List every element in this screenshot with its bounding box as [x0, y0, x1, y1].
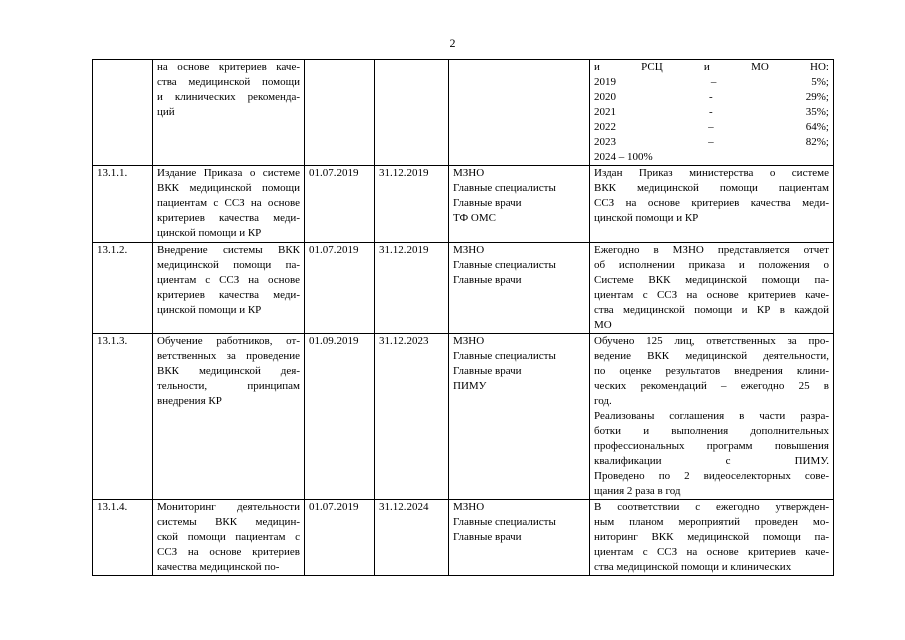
- result-cell-line: ведение ВКК медицинской деятельности,: [594, 350, 829, 362]
- result-cell-line: МО: [594, 319, 612, 331]
- responsible-cell: [449, 243, 590, 334]
- result-cell-line: 2022 – 64%;: [594, 121, 829, 133]
- responsible-cell-line: Главные специалисты: [453, 350, 556, 362]
- responsible-cell-line: МЗНО: [453, 167, 485, 179]
- item-number-cell: [93, 60, 153, 166]
- result-cell-line: профессиональных программ повышения: [594, 440, 829, 452]
- task-cell-line: ВКК медицинской помощи: [157, 182, 300, 194]
- result-cell: [590, 334, 834, 500]
- table-row: [93, 166, 834, 243]
- responsible-cell-line: МЗНО: [453, 501, 485, 513]
- result-cell-line: ССЗ на основе критериев качества меди-: [594, 197, 829, 209]
- task-cell-line: внедрения КР: [157, 395, 222, 407]
- result-cell-line: ниторинг ВКК медицинской помощи па-: [594, 531, 829, 543]
- result-cell: [590, 60, 834, 166]
- responsible-cell-line: МЗНО: [453, 244, 485, 256]
- result-cell-line: 2021 - 35%;: [594, 106, 829, 118]
- start-date-cell: 01.07.2019: [305, 166, 375, 243]
- responsible-cell: [449, 60, 590, 166]
- task-cell-line: цинской помощи и КР: [157, 227, 262, 239]
- task-cell-line: Внедрение системы ВКК: [157, 244, 300, 256]
- result-cell-line: ботки и выполнения дополнительных: [594, 425, 829, 437]
- result-cell-line: В соответствии с ежегодно утвержден-: [594, 501, 829, 513]
- result-cell-line: по оценке результатов внедрения клини-: [594, 365, 829, 377]
- result-cell-line: Реализованы соглашения в части разра-: [594, 410, 829, 422]
- page-number: 2: [449, 36, 456, 50]
- result-cell-line: Обучено 125 лиц, ответственных за про-: [594, 335, 829, 347]
- table-row: [93, 243, 834, 334]
- table-row: [93, 334, 834, 500]
- end-date-cell: 31.12.2023: [375, 334, 449, 500]
- table-row: [93, 500, 834, 576]
- responsible-cell-line: Главные врачи: [453, 531, 522, 543]
- result-cell-line: ным планом мероприятий проведен мо-: [594, 516, 829, 528]
- responsible-cell: [449, 500, 590, 576]
- task-cell-line: пациентам с ССЗ на основе: [157, 197, 300, 209]
- responsible-cell: [449, 166, 590, 243]
- item-number-cell: 13.1.3.: [93, 334, 153, 500]
- task-cell-line: критериев качества меди-: [157, 289, 300, 301]
- task-cell-line: ССЗ на основе критериев: [157, 546, 300, 558]
- task-cell-line: системы ВКК медицин-: [157, 516, 300, 528]
- item-number-cell: 13.1.4.: [93, 500, 153, 576]
- result-cell: [590, 243, 834, 334]
- responsible-cell-line: Главные врачи: [453, 274, 522, 286]
- result-cell-line: ства медицинской помощи и КР в каждой: [594, 304, 829, 316]
- result-cell-line: Проведено по 2 видеоселекторных сове-: [594, 470, 829, 482]
- responsible-cell-line: Главные врачи: [453, 197, 522, 209]
- result-cell-line: Издан Приказ министерства о системе: [594, 167, 829, 179]
- result-cell-line: квалификации с ПИМУ.: [594, 455, 829, 467]
- task-cell: [153, 166, 305, 243]
- responsible-cell-line: Главные врачи: [453, 365, 522, 377]
- result-cell-line: циентам с ССЗ на основе критериев каче-: [594, 546, 829, 558]
- result-cell-line: об исполнении приказа и положения о: [594, 259, 829, 271]
- result-cell-line: ства медицинской помощи и клинических: [594, 561, 792, 573]
- start-date-cell: 01.09.2019: [305, 334, 375, 500]
- start-date-cell: 01.07.2019: [305, 500, 375, 576]
- task-cell-line: циентам с ССЗ на основе: [157, 274, 300, 286]
- task-cell-line: ветственных за проведение: [157, 350, 300, 362]
- result-cell-line: 2020 - 29%;: [594, 91, 829, 103]
- task-cell-line: ства медицинской помощи: [157, 76, 300, 88]
- task-cell: [153, 500, 305, 576]
- result-cell-line: ческих рекомендаций – ежегодно 25 в: [594, 380, 829, 392]
- task-cell: [153, 60, 305, 166]
- result-cell-line: и РСЦ и МО НО:: [594, 61, 829, 73]
- result-cell-line: 2024 – 100%: [594, 151, 653, 163]
- item-number-cell: 13.1.2.: [93, 243, 153, 334]
- end-date-cell: 31.12.2024: [375, 500, 449, 576]
- responsible-cell-line: Главные специалисты: [453, 182, 556, 194]
- responsible-cell-line: ПИМУ: [453, 380, 487, 392]
- result-cell-line: ВКК медицинской помощи пациентам: [594, 182, 829, 194]
- item-number-cell: 13.1.1.: [93, 166, 153, 243]
- task-cell-line: цинской помощи и КР: [157, 304, 262, 316]
- task-cell: [153, 243, 305, 334]
- result-cell-line: Системе ВКК медицинской помощи па-: [594, 274, 829, 286]
- result-cell: [590, 166, 834, 243]
- result-cell-line: цинской помощи и КР: [594, 212, 699, 224]
- result-cell-line: Ежегодно в МЗНО представляется отчет: [594, 244, 829, 256]
- responsible-cell-line: МЗНО: [453, 335, 485, 347]
- task-cell-line: ВКК медицинской дея-: [157, 365, 300, 377]
- start-date-cell: [305, 60, 375, 166]
- start-date-cell: 01.07.2019: [305, 243, 375, 334]
- responsible-cell: [449, 334, 590, 500]
- events-table: [92, 59, 834, 576]
- task-cell-line: Издание Приказа о системе: [157, 167, 300, 179]
- task-cell-line: и клинических рекоменда-: [157, 91, 300, 103]
- responsible-cell-line: ТФ ОМС: [453, 212, 496, 224]
- task-cell-line: Мониторинг деятельности: [157, 501, 300, 513]
- task-cell-line: на основе критериев каче-: [157, 61, 300, 73]
- table-row: [93, 60, 834, 166]
- task-cell-line: критериев качества меди-: [157, 212, 300, 224]
- end-date-cell: 31.12.2019: [375, 243, 449, 334]
- responsible-cell-line: Главные специалисты: [453, 516, 556, 528]
- task-cell-line: медицинской помощи па-: [157, 259, 300, 271]
- result-cell-line: циентам с ССЗ на основе критериев каче-: [594, 289, 829, 301]
- end-date-cell: 31.12.2019: [375, 166, 449, 243]
- end-date-cell: [375, 60, 449, 166]
- task-cell-line: тельности, принципам: [157, 380, 300, 392]
- task-cell: [153, 334, 305, 500]
- responsible-cell-line: Главные специалисты: [453, 259, 556, 271]
- result-cell-line: год.: [594, 395, 612, 407]
- task-cell-line: ской помощи пациентам с: [157, 531, 300, 543]
- task-cell-line: Обучение работников, от-: [157, 335, 300, 347]
- result-cell-line: 2023 – 82%;: [594, 136, 829, 148]
- task-cell-line: ций: [157, 106, 175, 118]
- result-cell-line: 2019 – 5%;: [594, 76, 829, 88]
- task-cell-line: качества медицинской по-: [157, 561, 280, 573]
- result-cell: [590, 500, 834, 576]
- result-cell-line: щания 2 раза в год: [594, 485, 681, 497]
